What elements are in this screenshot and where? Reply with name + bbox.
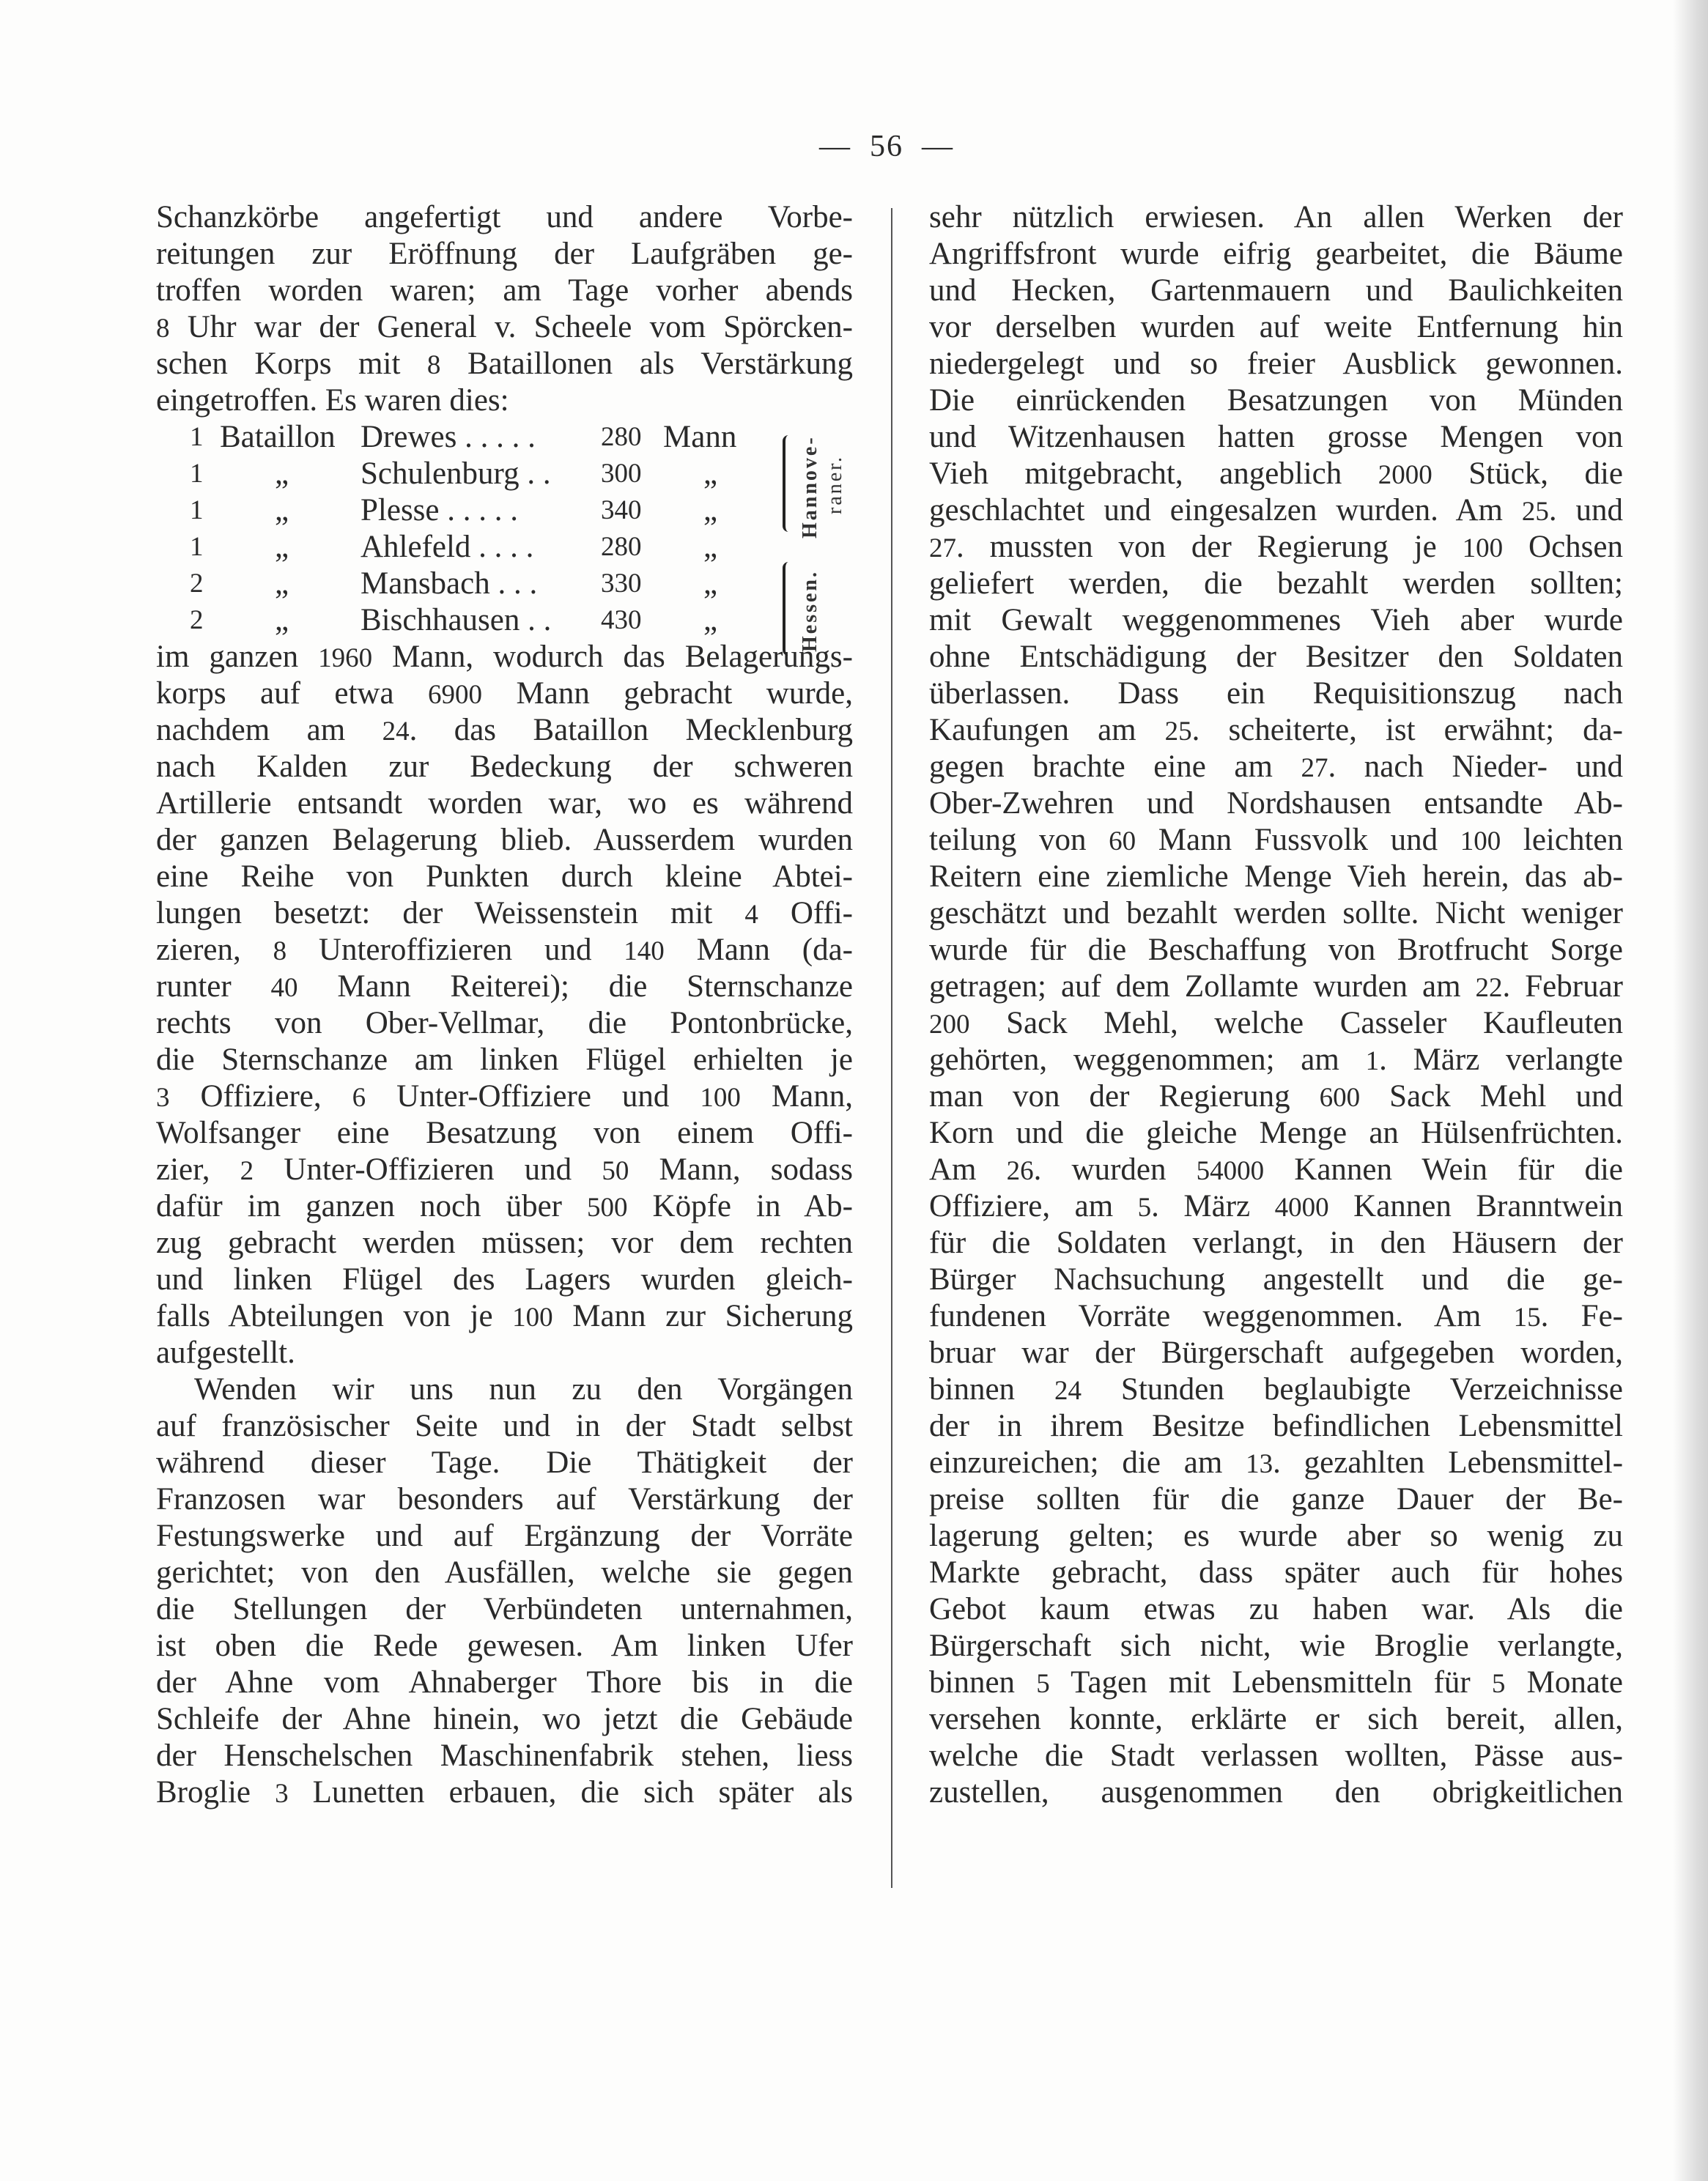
numeral: 500 [587,1193,628,1223]
text-line: zug gebracht werden müssen; vor dem rechten [156,1226,853,1260]
numeral: 24 [1054,1376,1082,1406]
text-line: Angriffsfront wurde eifrig gearbeitet, die Bäume [929,237,1623,271]
text-line: reitungen zur Eröffnung der Laufgräben ge- [156,237,853,271]
text-line: lungen besetzt: der Weissenstein mit 4 Offi- [156,896,853,930]
battalion-count: 2 [190,605,204,635]
text-line: nach Kalden zur Bedeckung der schweren [156,749,853,784]
right-column [929,199,1623,1811]
numeral: 5 [1137,1193,1152,1223]
battalion-count: 2 [190,569,204,599]
battalion-unit: „ [275,456,289,491]
text-line: und Hecken, Gartenmauern und Baulichkeiten [929,273,1623,308]
numeral: 200 [929,1010,970,1040]
text-line: versehen konnte, erklärte er sich bereit, allen, [929,1702,1623,1736]
text-line: Vieh mitgebracht, angeblich 2000 Stück, die [929,456,1623,491]
battalion-name: Plesse . . . . . [361,493,518,527]
text-line: Bürgerschaft sich nicht, wie Broglie verlangte, [929,1629,1623,1663]
battalion-count: 1 [190,459,204,489]
page-number: — 56 — [819,130,954,163]
numeral: 26 [1006,1156,1034,1186]
text-line: 200 Sack Mehl, welche Casseler Kaufleuten [929,1006,1623,1040]
text-line: Reitern eine ziemliche Menge Vieh herein, das ab- [929,859,1623,894]
text-line: Wolfsanger eine Besatzung von einem Offi- [156,1116,853,1150]
text-line: rechts von Ober-Vellmar, die Pontonbrücke, [156,1006,853,1040]
numeral: 40 [270,973,298,1003]
numeral: 1 [1365,1046,1380,1076]
numeral: 50 [602,1156,629,1186]
text-line: Schanzkörbe angefertigt und andere Vorbe- [156,200,853,234]
battalion-unit-label: Mann [663,420,737,454]
text-line: geliefert werden, die bezahlt werden sollten; [929,566,1623,601]
battalion-strength: 300 [601,459,642,489]
numeral: 8 [156,314,170,344]
battalion-unit-label: „ [703,530,718,564]
text-line: die Sternschanze am linken Flügel erhielten je [156,1043,853,1077]
text-line: 3 Offiziere, 6 Unter-Offiziere und 100 Mann, [156,1079,853,1114]
right-text [929,199,1623,1811]
column-divider [891,208,892,1888]
text-line: zustellen, ausgenommen den obrigkeitlichen [929,1775,1623,1810]
battalion-name: Drewes . . . . . [361,420,536,454]
numeral: 1960 [318,643,373,673]
battalion-row [156,419,737,456]
numeral: 8 [426,350,441,380]
text-line: Am 26. wurden 54000 Kannen Wein für die [929,1152,1623,1187]
text-line: Gebot kaum etwas zu haben war. Als die [929,1592,1623,1626]
text-line: und linken Flügel des Lagers wurden gleich- [156,1262,853,1297]
numeral: 5 [1036,1669,1050,1699]
text-line: mit Gewalt weggenommenes Vieh aber wurde [929,603,1623,637]
text-line: eingetroffen. Es waren dies: [156,383,509,418]
text-line: gerichtet; von den Ausfällen, welche sie gegen [156,1555,853,1590]
text-line: und Witzenhausen hatten grosse Mengen von [929,420,1623,454]
text-line: korps auf etwa 6900 Mann gebracht wurde, [156,676,853,711]
text-line: die Stellungen der Verbündeten unternahmen, [156,1592,853,1626]
text-line: geschätzt und bezahlt werden sollte. Nicht weniger [929,896,1623,930]
numeral: 4 [744,900,758,930]
numeral: 25 [1164,716,1192,747]
battalion-name: Ahlefeld . . . . [361,530,534,564]
numeral: 100 [700,1083,741,1113]
numeral: 4000 [1274,1193,1329,1223]
text-line: zieren, 8 Unteroffizieren und 140 Mann (da- [156,933,853,967]
battalion-unit: „ [275,493,289,527]
battalion-strength: 340 [601,495,642,525]
numeral: 3 [275,1779,289,1809]
numeral: 100 [1462,533,1504,563]
text-line: vor derselben wurden auf weite Entfernung hin [929,310,1623,344]
text-line: wurde für die Beschaffung von Brotfrucht Sorge [929,933,1623,967]
left-text-before-table [156,199,853,419]
battalion-name: Bischhausen . . [361,603,552,637]
text-line: troffen worden waren; am Tage vorher abends [156,273,853,308]
battalion-unit-label: „ [703,603,718,637]
battalion-unit-label: „ [703,456,718,491]
text-line: Schleife der Ahne hinein, wo jetzt die Gebäude [156,1702,853,1736]
battalion-row [156,456,718,492]
text-line: ohne Entschädigung der Besitzer den Soldaten [929,640,1623,674]
battalion-name: Mansbach . . . [361,566,538,601]
text-line: man von der Regierung 600 Sack Mehl und [929,1079,1623,1114]
text-line: gegen brachte eine am 27. nach Nieder- und [929,749,1624,784]
numeral: 27 [929,533,956,563]
left-text-after-table [156,639,853,1811]
text-line: Kaufungen am 25. scheiterte, ist erwähnt; da- [929,713,1623,747]
text-line: binnen 5 Tagen mit Lebensmitteln für 5 Monate [929,1665,1623,1700]
text-line: zier, 2 Unter-Offizieren und 50 Mann, sodass [156,1152,854,1187]
numeral: 15 [1513,1303,1541,1333]
numeral: 54000 [1196,1156,1265,1186]
text-line: Offiziere, am 5. März 4000 Kannen Branntwein [929,1189,1623,1223]
battalion-unit: „ [275,566,289,601]
text-line: geschlachtet und eingesalzen wurden. Am 25. und [929,493,1623,527]
battalion-row [156,529,718,566]
text-line: Broglie 3 Lunetten erbauen, die sich später als [156,1775,853,1810]
battalion-unit: Bataillon [220,420,336,454]
battalion-strength: 430 [601,605,642,635]
text-line: 27. mussten von der Regierung je 100 Ochsen [929,530,1623,564]
left-column [156,199,853,1811]
battalion-count: 1 [190,495,204,525]
text-line: der Henschelschen Maschinenfabrik stehen, liess [156,1738,853,1773]
battalion-count: 1 [190,532,204,562]
text-line: nachdem am 24. das Bataillon Mecklenburg [156,713,853,747]
numeral: 6 [352,1083,366,1113]
text-line: dafür im ganzen noch über 500 Köpfe in Ab- [156,1189,854,1223]
battalion-strength: 280 [601,422,642,452]
text-line: Artillerie entsandt worden war, wo es während [156,786,853,821]
text-line: schen Korps mit 8 Bataillonen als Verstärkung [156,347,853,381]
battalion-table [156,419,853,652]
battalion-unit: „ [275,530,289,564]
battalion-unit-label: „ [703,566,718,601]
text-line: Franzosen war besonders auf Verstärkung der [156,1482,853,1517]
numeral: 22 [1475,973,1503,1003]
group-label-hannoveraner-line1: Hannove- [799,435,821,538]
group-label-hannoveraner-line2: raner. [824,455,846,514]
numeral: 3 [156,1083,170,1113]
text-line: preise sollten für die ganze Dauer der Be- [929,1482,1623,1517]
text-line: auf französischer Seite und in der Stadt selbst [156,1409,853,1443]
numeral: 24 [382,716,410,747]
text-line: der ganzen Belagerung blieb. Ausserdem wurden [156,823,853,857]
battalion-row [156,602,718,639]
numeral: 100 [1460,826,1501,856]
text-line: aufgestellt. [156,1336,295,1370]
numeral: 600 [1319,1083,1361,1113]
battalion-unit: „ [275,603,289,637]
text-line: runter 40 Mann Reiterei); die Sternschanze [156,969,853,1004]
page-edge-shadow [1673,0,1708,2181]
text-line: welche die Stadt verlassen wollten, Pässe aus- [929,1738,1623,1773]
numeral: 6900 [428,680,483,710]
text-line: bruar war der Bürgerschaft aufgegeben worden, [929,1336,1623,1370]
battalion-row [156,566,718,602]
battalion-strength: 330 [601,569,642,599]
text-line: im ganzen 1960 Mann, wodurch das Belagerungs- [156,640,853,674]
brace-hessen [783,562,791,656]
numeral: 25 [1521,497,1549,527]
text-line: getragen; auf dem Zollamte wurden am 22. Februar [929,969,1623,1004]
battalion-strength: 280 [601,532,642,562]
text-line: der in ihrem Besitze befindlichen Lebensmittel [929,1409,1623,1443]
text-line: überlassen. Dass ein Requisitionszug nach [929,676,1623,711]
text-line: sehr nützlich erwiesen. An allen Werken der [929,200,1623,234]
text-line: binnen 24 Stunden beglaubigte Verzeichnisse [929,1372,1623,1407]
text-line: Ober-Zwehren und Nordshausen entsandte Ab- [929,786,1623,821]
text-line: falls Abteilungen von je 100 Mann zur Sicherung [156,1299,853,1333]
text-line: eine Reihe von Punkten durch kleine Abtei- [156,859,853,894]
numeral: 140 [624,936,665,966]
text-line: Die einrückenden Besatzungen von Münden [929,383,1623,418]
text-line: der Ahne vom Ahnaberger Thore bis in die [156,1665,853,1700]
text-line: gehörten, weggenommen; am 1. März verlangte [929,1043,1623,1077]
text-line: Korn und die gleiche Menge an Hülsenfrüchten. [929,1116,1623,1150]
battalion-row [156,492,718,529]
text-line: teilung von 60 Mann Fussvolk und 100 leichten [929,823,1623,857]
text-line: für die Soldaten verlangt, in den Häusern der [929,1226,1623,1260]
numeral: 60 [1109,826,1136,856]
text-line: niedergelegt und so freier Ausblick gewonnen. [929,347,1623,381]
numeral: 100 [512,1303,553,1333]
numeral: 2 [240,1156,254,1186]
text-line: 8 Uhr war der General v. Scheele vom Spörcken- [156,310,853,344]
brace-hannoveraner [783,435,791,532]
numeral: 13 [1246,1449,1273,1479]
numeral: 2000 [1378,460,1432,490]
text-line: ist oben die Rede gewesen. Am linken Ufer [156,1629,853,1663]
text-line: Markte gebracht, dass später auch für hohes [929,1555,1623,1590]
numeral: 27 [1301,753,1328,783]
text-line: einzureichen; die am 13. gezahlten Lebensmittel- [929,1445,1624,1480]
numeral: 5 [1491,1669,1506,1699]
text-line: Festungswerke und auf Ergänzung der Vorräte [156,1519,853,1553]
group-label-hessen: Hessen. [799,570,821,652]
battalion-name: Schulenburg . . [361,456,551,491]
text-line: fundenen Vorräte weggenommen. Am 15. Fe- [929,1299,1623,1333]
text-line: Wenden wir uns nun zu den Vorgängen [194,1372,853,1407]
text-line: Bürger Nachsuchung angestellt und die ge- [929,1262,1623,1297]
numeral: 8 [273,936,287,966]
battalion-unit-label: „ [703,493,718,527]
text-line: lagerung gelten; es wurde aber so wenig zu [929,1519,1623,1553]
battalion-count: 1 [190,422,204,452]
text-line: während dieser Tage. Die Thätigkeit der [156,1445,853,1480]
